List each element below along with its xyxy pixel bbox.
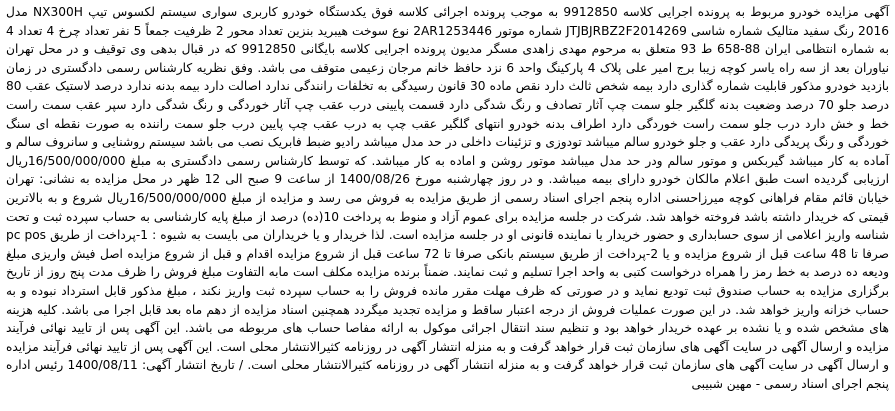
notice-body-text: آگهی مزایده خودرو مربوط به پرونده اجرایی کلاسه 9912850 به موجب پرونده اجرائی کلاسه فوق یکدستگاه خودرو کاربری سواری سیستم لکسوس تیپ NX300H مدل 2016 رنگ سفید متالیک شماره شاسی JTJBJRBZ2F2014269 شماره موتور 2AR1253446 نوع سوخت هیبرید بنزین تعداد محور 2 ظرفیت جمعاً 5 نفر تعداد چرخ 4 تعداد 4 به شماره انتظامی ایران 88-658 ط 93 متعلق به مرحوم مهدی زاهدی مسگر مدیون پرونده اجرایی کلاسه بایگانی 9912850 که در قبال بدهی وی توقیف و در محل تهران نیاوران بعد از سه راه یاسر کوچه زیبا برج امیر علی پلاک 4 پارکینگ واحد 6 نزد حافظ خانم مرجان زعیمی متوقف می باشد. وفق نظریه کارشناس رسمی دادگستری در زمان بازدید خودرو مذکور قابلیت شماره گذاری دارد بیمه شخص ثالث دارد نقص ماده 30 قانون رسیدگی به تخلفات رانندگی ندارد اصالت دارد بیمه بدنه ندارد درصد لاستیک عقب 80 درصد جلو 70 درصد وضعیت بدنه گلگیر جلو سمت چپ آثار تصادف و رنگ شدگی دارد قسمت پایینی درب عقب چپ آثار خوردگی و رنگ شدگی دارد سپر عقب سمت راست خط و خش دارد درب جلو سمت راست خوردگی دارد اطراف بدنه خودرو انتهای گلگیر عقب چپ به درب عقب چپ پایین درب جلو سمت راننده به صورت نقطه ای سنگ خوردگی و رنگ پریدگی دارد عقب و جلو خودرو سالم میباشد تودوزی و تزئینات داخلی در حد مدل میباشد رادیو ضبط فابریک نصب می باشد سیستم روشنایی و سانروف سالم و آماده به کار میباشد گیربکس و موتور سالم ودر حد مدل میباشد موتور روشن و اماده به کار میباشد. که توسط کارشناس رسمی دادگستری به مبلغ 16/500/000/000ریال ارزیابی گردیده است طبق اعلام مالکان خودرو دارای بیمه میباشد. و در روز چهارشنبه مورخ 1400/08/26 از ساعت 9 صبح الی 12 ظهر در محل مزایده به نشانی: تهران خیابان قائم مقام فراهانی کوچه میرزاحسنی اداره پنجم اجرای اسناد رسمی از طریق مزایده به فروش می رسد و مزایده از مبلغ 16/500/000/000ریال شروع و به بالاترین قیمتی که خریدار داشته باشد فروخته خواهد شد. شرکت در جلسه مزایده برای عموم آزاد و منوط به پرداخت 10(ده) درصد از مبلغ پایه کارشناسی به حساب سپرده ثبت و تحت شناسه واریز اعلامی از سوی حسابداری و حضور خریدار یا نماینده قانونی او در جلسه مزایده است. لذا خریدار و یا خریداران می بایست به شیوه : 1-پرداخت از طریق pc pos صرفا تا 48 ساعت قبل از شروع مزایده و یا 2-پرداخت از طریق سیستم بانکی صرفا تا 72 ساعت قبل از شروع مزایده اقدام و قبل از شروع مزایده اصل فیش واریزی مبلغ ودیعه ده درصد به خط رمز را همراه درخواست کتبی به واحد اجرا تسلیم و ثبت نمایند. ضمناً برنده مزایده مکلف است مابه التفاوت مبلغ فروش را ظرف مدت پنج روز از تاریخ برگزاری مزایده به حساب صندوق ثبت تودیع نماید و در صورتی که ظرف مهلت مقرر مانده فروش را به حساب سپرده ثبت واریز نکند ، مبلغ مذکور قابل استرداد نبوده و به حساب خزانه واریز خواهد شد. در این صورت عملیات فروش از درجه اعتبار ساقط و مزایده تجدید میگردد همچنین اسناد مزایده از دهم ماه بعد قابل اجرا می باشد. کلیه هزینه های مشخص شده و یا نشده بر عهده خریدار خواهد بود و تنظیم سند انتقال اجرائی موکول به ارائه مفاصا حساب های مربوطه می باشد. این آگهی پس از تایید نهائی فرآیند مزایده و ارسال آگهی در سایت آگهی های سازمان ثبت قرار خواهد گرفت و به منزله انتشار آگهی در روزنامه کثیرالانتشار محلی است. این آگهی پس از تایید نهائی فرآیند مزایده و ارسال آگهی در سایت آگهی های سازمان ثبت قرار خواهد گرفت و به منزله انتشار آگهی در روزنامه کثیرالانتشار محلی است. / تاریخ انتشار آگهی: 1400/08/11 رئیس اداره پنجم اجرای اسناد رسمی - مهین شبیبی: [6, 5, 890, 391]
